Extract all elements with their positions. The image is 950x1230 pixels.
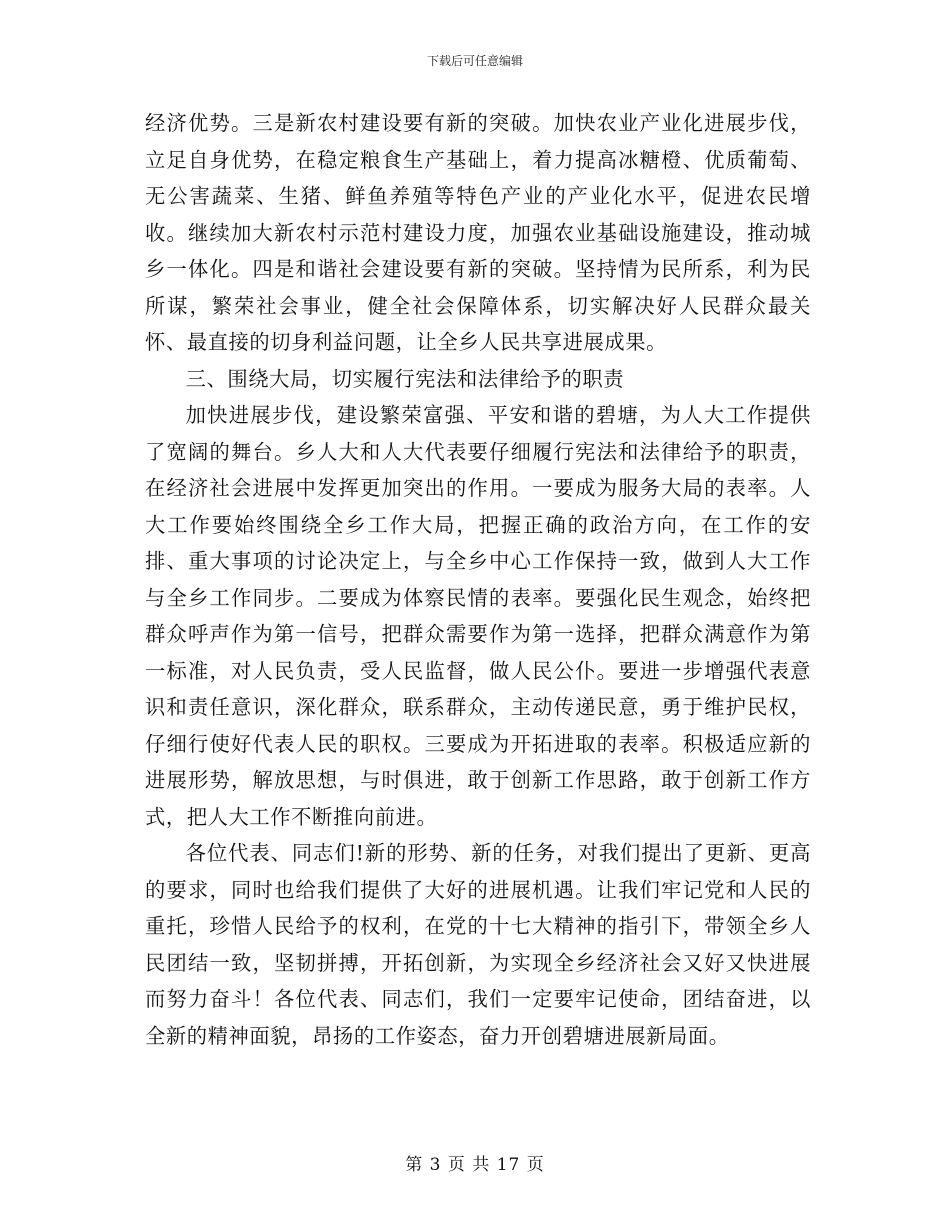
paragraph-closing: 各位代表、同志们!新的形势、新的任务，对我们提出了更新、更高的要求，同时也给我们提供了大好的进展机遇。让我们牢记党和人民的重托，珍惜人民给予的权利，在党的十七大精神的指引下，带领全乡人民团结一致，坚韧拼搏，开拓创新，为实现全乡经济社会又好又快进展而努力奋斗！各位代表、同志们，我们一定要牢记使命，团结奋进，以全新的精神面貌，昂扬的工作姿态，奋力开创碧塘进展新局面。	[145, 841, 811, 1048]
paragraph-continued: 经济优势。三是新农村建设要有新的突破。加快农业产业化进展步伐，立足自身优势，在稳定粮食生产基础上，着力提高冰糖橙、优质葡萄、无公害蔬菜、生猪、鲜鱼养殖等特色产业的产业化水平，促进农民增收。继续加大新农村示范村建设力度，加强农业基础设施建设，推动城乡一体化。四是和谐社会建设要有新的突破。坚持情为民所系，利为民所谋，繁荣社会事业，健全社会保障体系，切实解决好人民群众最关怀、最直接的切身利益问题，让全乡人民共享进展成果。	[145, 111, 811, 354]
page-header-note: 下载后可任意编辑	[426, 54, 523, 68]
section-heading-3: 三、围绕大局，切实履行宪法和法律给予的职责	[185, 366, 625, 391]
paragraph-section-3: 加快进展步伐，建设繁荣富强、平安和谐的碧塘，为人大工作提供了宽阔的舞台。乡人大和人大代表要仔细履行宪法和法律给予的职责，在经济社会进展中发挥更加突出的作用。一要成为服务大局的表率。人大工作要始终围绕全乡工作大局，把握正确的政治方向，在工作的安排、重大事项的讨论决定上，与全乡中心工作保持一致，做到人大工作与全乡工作同步。二要成为体察民情的表率。要强化民生观念，始终把群众呼声作为第一信号，把群众需要作为第一选择，把群众满意作为第一标准，对人民负责，受人民监督，做人民公仆。要进一步增强代表意识和责任意识，深化群众，联系群众，主动传递民意，勇于维护民权，仔细行使好代表人民的职权。三要成为开拓进取的表率。积极适应新的进展形势，解放思想，与时俱进，敢于创新工作思路，敢于创新工作方式，把人大工作不断推向前进。	[145, 403, 811, 829]
document-body	[145, 105, 811, 1054]
page-number: 第 3 页 共 17 页	[405, 1155, 545, 1175]
